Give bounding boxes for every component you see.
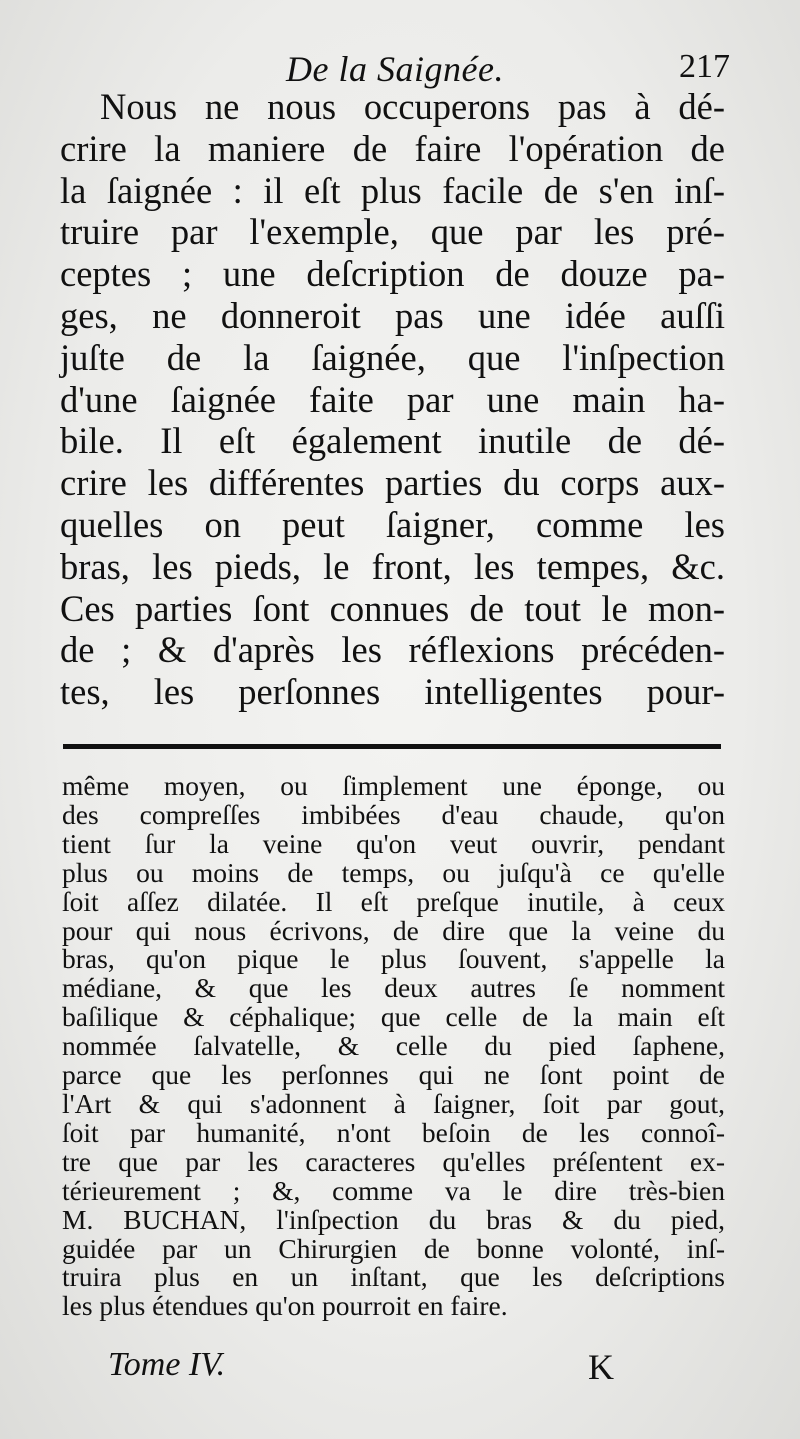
footnote-line: ſoit aſſez dilatée. Il eſt preſque inutile, à ceux [62,885,725,917]
footnote-line: même moyen, ou ſimplement une éponge, ou [62,770,725,801]
main-text-line: truire par l'exemple, que par les pré- [60,211,725,253]
footnote-line: l'Art & qui s'adonnent à ſaigner, ſoit par gout, [62,1087,725,1119]
main-text-line: Ces parties ſont connues de tout le mon- [60,587,725,629]
footnote-line: les plus étendues qu'on pourroit en faire. [62,1290,508,1322]
footnote-rule [63,744,721,749]
footnote-line: M. BUCHAN, l'inſpection du bras & du pied, [62,1203,725,1235]
footnote-line: tient ſur la veine qu'on veut ouvrir, pendant [62,827,725,859]
main-text-line: juſte de la ſaignée, que l'inſpection [60,336,725,378]
sheet-signature: K [588,1347,614,1387]
footnote-line: nommée ſalvatelle, & celle du pied ſaphene, [62,1030,725,1062]
running-head: De la Saignée. [286,49,504,89]
volume-signature: Tome IV. [108,1346,226,1383]
main-text-line: crire la maniere de faire l'opération de [60,127,725,169]
main-text-line: ges, ne donneroit pas une idée auſſi [60,294,725,336]
footnote-line: des compreſſes imbibées d'eau chaude, qu'on [62,798,725,830]
footnote-line: bras, qu'on pique le plus ſouvent, s'appelle la [62,943,725,975]
footnote-line: plus ou moins de temps, ou juſqu'à ce qu'elle [62,856,725,888]
main-text-line: tes, les perſonnes intelligentes pour- [60,671,725,713]
footnote [62,772,725,1321]
main-text-line: crire les différentes parties du corps aux- [60,462,725,504]
main-text-line: Nous ne nous occuperons pas à dé- [100,86,725,127]
main-text-line: quelles on peut ſaigner, comme les [60,503,725,545]
main-text-line: la ſaignée : il eſt plus facile de s'en inſ- [60,169,725,211]
main-text-line: d'une ſaignée faite par une main ha- [60,378,725,420]
footnote-line: médiane, & que les deux autres ſe nomment [62,972,725,1004]
footnote-line: baſilique & céphalique; que celle de la main eſt [62,1001,725,1033]
footnote-line: ſoit par humanité, n'ont beſoin de les connoî- [62,1116,725,1148]
main-text [60,86,725,713]
footnote-line: tre que par les caracteres qu'elles préſentent ex- [62,1145,725,1177]
footnote-line: guidée par un Chirurgien de bonne volonté, inſ- [62,1232,725,1264]
page-number: 217 [679,48,730,85]
main-text-line: ceptes ; une deſcription de douze pa- [60,253,725,295]
main-text-line: bile. Il eſt également inutile de dé- [60,420,725,462]
footnote-line: parce que les perſonnes qui ne ſont point de [62,1059,725,1091]
footnote-line: térieurement ; &, comme va le dire très-bien [62,1174,725,1206]
main-text-line: bras, les pieds, le front, les tempes, &c. [60,545,725,587]
footnote-line: pour qui nous écrivons, de dire que la veine du [62,914,725,946]
footnote-line: truira plus en un inſtant, que les deſcriptions [62,1261,725,1293]
main-text-line: de ; & d'après les réflexions précéden- [60,629,725,671]
